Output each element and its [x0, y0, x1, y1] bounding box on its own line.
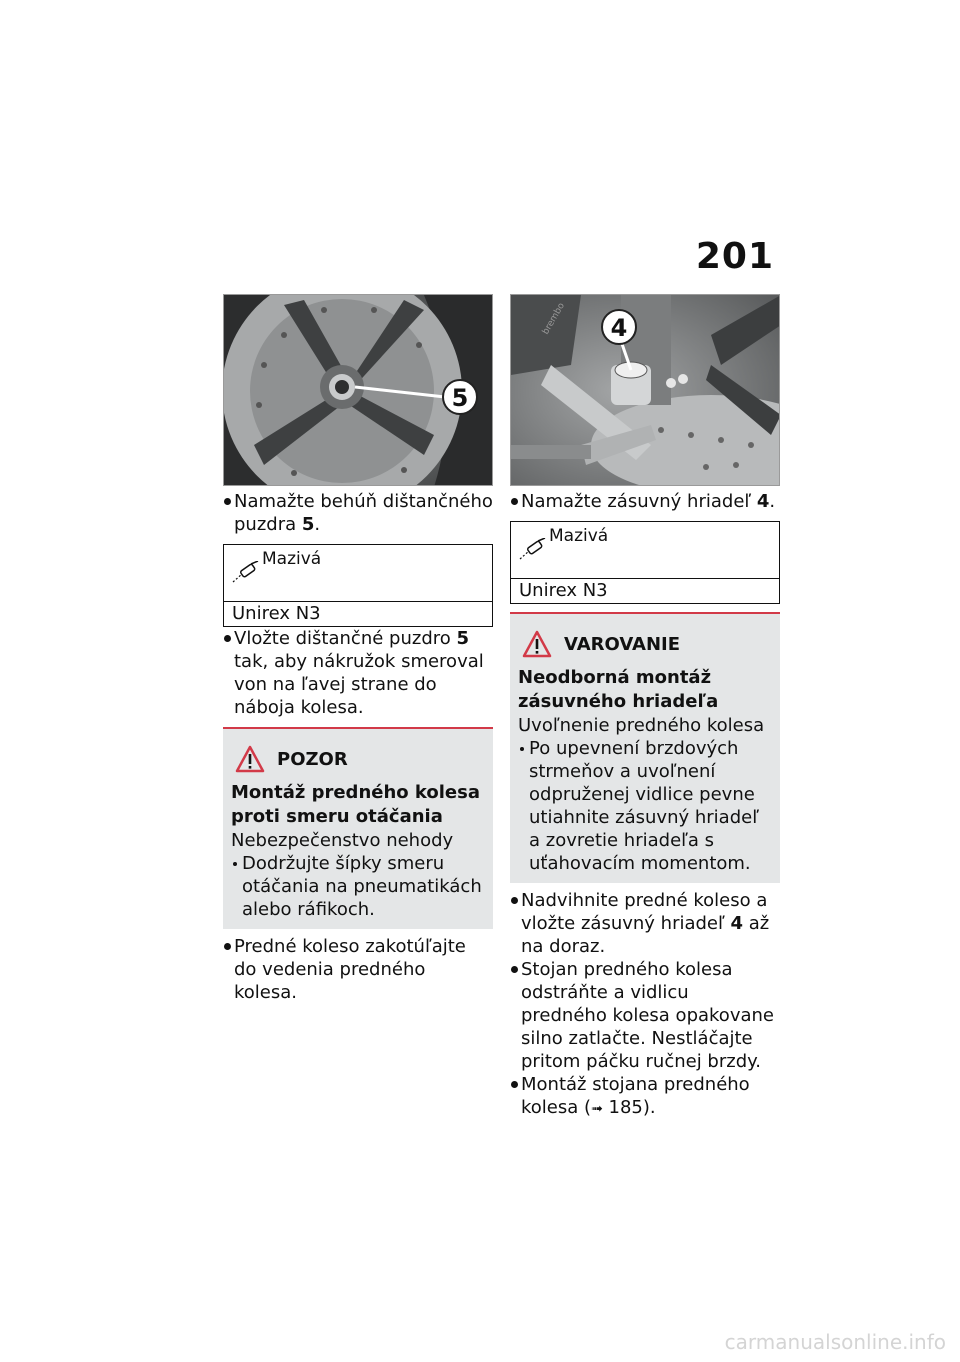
- warning-item: Dodržujte šípky smeru otáčania na pneumatikách alebo ráfikoch.: [231, 852, 485, 921]
- step-mount-stand-ref: Montáž stojana predného kolesa (➟ 185).: [510, 1073, 780, 1121]
- page-reference-arrow-icon: ➟: [591, 1101, 603, 1117]
- right-column: [510, 294, 780, 1121]
- warning-subtitle: Uvoľnenie predného kolesa: [518, 715, 765, 736]
- photo-callout-4: 4: [610, 314, 628, 342]
- left-column: [223, 294, 493, 1004]
- step-roll-wheel: Predné koleso zakotúľajte do vedenia predného kolesa.: [223, 935, 493, 1004]
- step-lubricate-axle: Namažte zásuvný hriadeľ 4.: [510, 490, 780, 513]
- warning-subtitle: Nebezpečenstvo nehody: [231, 830, 454, 851]
- step-insert-axle: Nadvihnite predné koleso a vložte zásuvný hriadeľ 4 až na doraz.: [510, 889, 780, 958]
- warning-title: POZOR: [277, 749, 348, 770]
- grease-gun-icon: [232, 561, 260, 587]
- photo-callout-5: 5: [451, 384, 469, 412]
- lubricant-value: Unirex N3: [511, 578, 779, 603]
- grease-gun-icon: [519, 538, 547, 564]
- svg-text:brembo: brembo: [540, 301, 567, 337]
- watermark: carmanualsonline.info: [724, 1330, 946, 1354]
- warning-triangle-icon: [522, 630, 552, 662]
- step-insert-spacer: Vložte dištančné puzdro 5 tak, aby nákružok smeroval von na ľavej strane do náboja kolesa.: [223, 627, 493, 719]
- page-number: 201: [695, 236, 774, 277]
- page-reference-link[interactable]: 185: [608, 1097, 643, 1118]
- warning-heading: Neodborná montáž zásuvného hriadeľa: [518, 667, 719, 712]
- step-lubricate-spacer: Namažte behúň dištančného puzdra 5.: [223, 490, 493, 536]
- step-remove-stand: Stojan predného kolesa odstráňte a vidlicu predného kolesa opakovane silno zatlačte. Nestláčajte pritom páčku ručnej brzdy.: [510, 958, 780, 1073]
- warning-box-pozor: [223, 727, 493, 929]
- warning-box-varovanie: [510, 612, 780, 883]
- lubricant-box: [223, 544, 493, 627]
- warning-heading: Montáž predného kolesa proti smeru otáčania: [231, 782, 481, 827]
- warning-title: VAROVANIE: [564, 634, 681, 655]
- photo-axle-insert: [510, 294, 780, 486]
- warning-triangle-icon: [235, 745, 265, 777]
- lubricant-title: Mazivá: [262, 549, 322, 569]
- lubricant-title: Mazivá: [549, 526, 609, 546]
- warning-item: Po upevnení brzdových strmeňov a uvoľnení odpruženej vidlice pevne utiahnite zásuvný hriadeľ a zovretie hriadeľa s uťahovacím momentom.: [518, 737, 772, 875]
- photo-front-wheel-hub: [223, 294, 493, 486]
- lubricant-value: Unirex N3: [224, 601, 492, 626]
- lubricant-box: [510, 521, 780, 604]
